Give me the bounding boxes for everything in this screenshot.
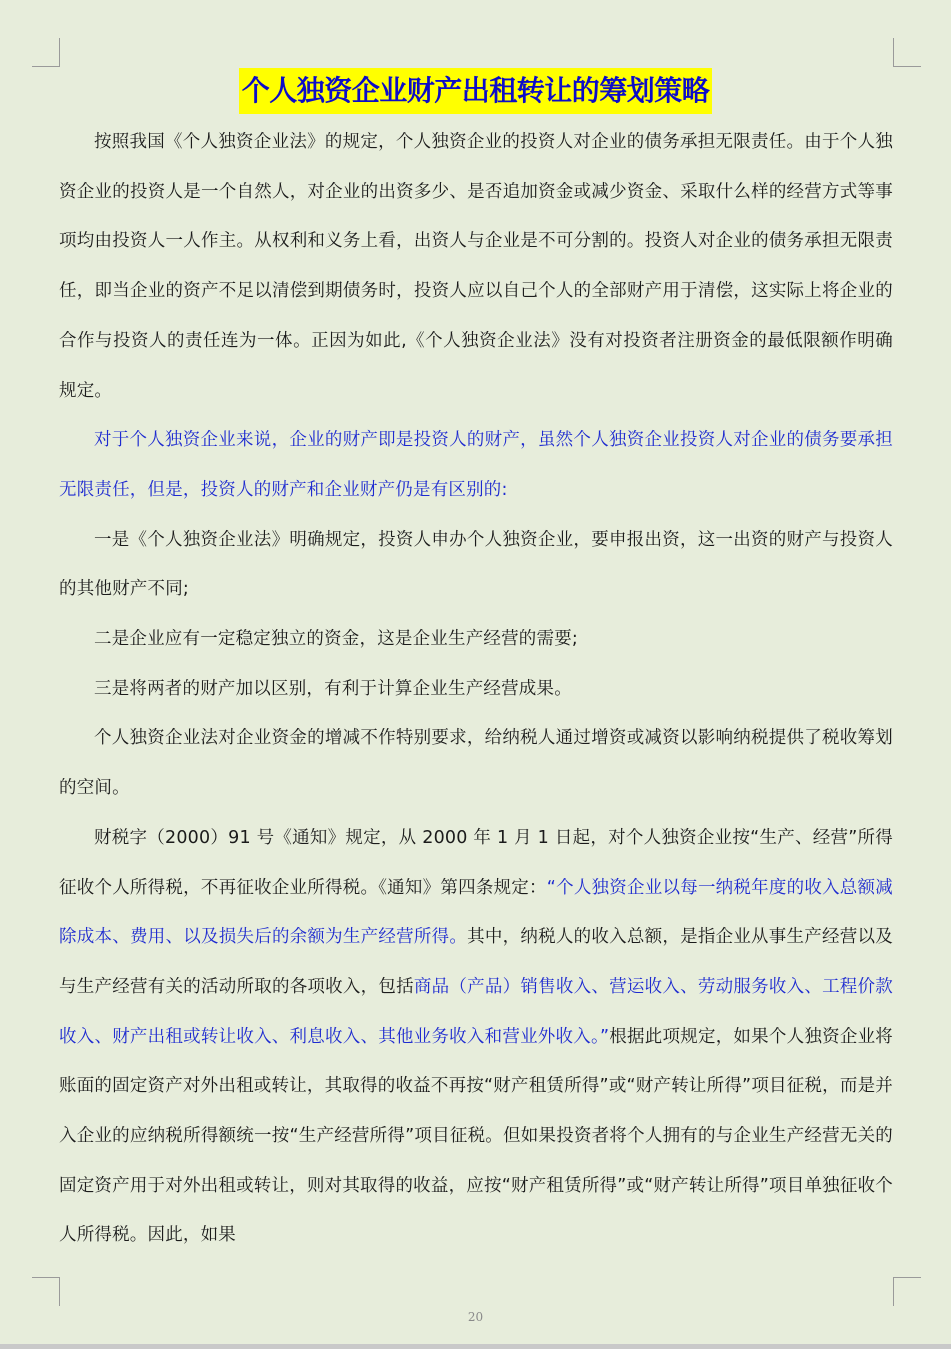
paragraph-5: 三是将两者的财产加以区别，有利于计算企业生产经营成果。 bbox=[94, 678, 572, 699]
paragraph-4: 二是企业应有一定稳定独立的资金，这是企业生产经营的需要; bbox=[94, 629, 578, 650]
crop-mark-top-right bbox=[893, 38, 921, 67]
page-bottom-edge bbox=[0, 1344, 951, 1349]
crop-mark-top-left bbox=[32, 38, 60, 67]
paragraph-2-highlighted: 对于个人独资企业来说，企业的财产即是投资人的财产，虽然个人独资企业投资人对企业的债务要承担无限责任，但是，投资人的财产和企业财产仍是有区别的: bbox=[59, 430, 893, 500]
page-number: 20 bbox=[467, 1310, 484, 1324]
body-text bbox=[59, 118, 893, 1261]
paragraph-7-rest: 根据此项规定，如果个人独资企业将账面的固定资产对外出租或转让，其取得的收益不再按“财产租赁所得”或“财产转让所得”项目征税，而是并入企业的应纳税所得额统一按“生产经营所得”项目征税。但如果投资者将个人拥有的与企业生产经营无关的固定资产用于对外出租或转让，则对其取得的收益，应按“财产租赁所得”或“财产转让所得”项目单独征收个人所得税。因此，如果 bbox=[59, 1026, 894, 1246]
paragraph-6: 个人独资企业法对企业资金的增减不作特别要求，给纳税人通过增资或减资以影响纳税提供了税收筹划的空间。 bbox=[59, 728, 893, 799]
paragraph-3: 一是《个人独资企业法》明确规定，投资人申办个人独资企业，要申报出资，这一出资的财产与投资人的其他财产不同; bbox=[59, 529, 893, 600]
paragraph-7-quote: “个人独资企业以每一纳税年度的收入总额减除成本、费用、以及损失后的余额为生产经营所得。 bbox=[59, 877, 893, 948]
crop-mark-bottom-left bbox=[32, 1277, 60, 1306]
paragraph-7-intro: 财税字（2000）91 号《通知》规定，从 2000 年 1 月 1 日起，对个人独资企业按“生产、经营”所得征收个人所得税，不再征收企业所得税。《通知》第四条规定： bbox=[59, 827, 893, 898]
paragraph-7 bbox=[59, 814, 893, 1261]
paragraph-7-income-list: 商品（产品）销售收入、营运收入、劳动服务收入、工程价款收入、财产出租或转让收入、利息收入、其他业务收入和营业外收入。” bbox=[59, 976, 894, 1047]
paragraph-1: 按照我国《个人独资企业法》的规定，个人独资企业的投资人对企业的债务承担无限责任。由于个人独资企业的投资人是一个自然人，对企业的出资多少、是否追加资金或减少资金、采取什么样的经营方式等事项均由投资人一人作主。从权利和义务上看，出资人与企业是不可分割的。投资人对企业的债务承担无限责任，即当企业的资产不足以清偿到期债务时，投资人应以自己个人的全部财产用于清偿，这实际上将企业的合作与投资人的责任连为一体。正因为如此,《个人独资企业法》没有对投资者注册资金的最低限额作明确规定。 bbox=[59, 132, 893, 401]
paragraph-7-middle: 其中，纳税人的收入总额，是指企业从事生产经营以及与生产经营有关的活动所取的各项收入，包括 bbox=[59, 927, 893, 997]
title-container bbox=[0, 68, 951, 114]
page-title: 个人独资企业财产出租转让的筹划策略 bbox=[239, 68, 713, 114]
crop-mark-bottom-right bbox=[893, 1277, 921, 1306]
